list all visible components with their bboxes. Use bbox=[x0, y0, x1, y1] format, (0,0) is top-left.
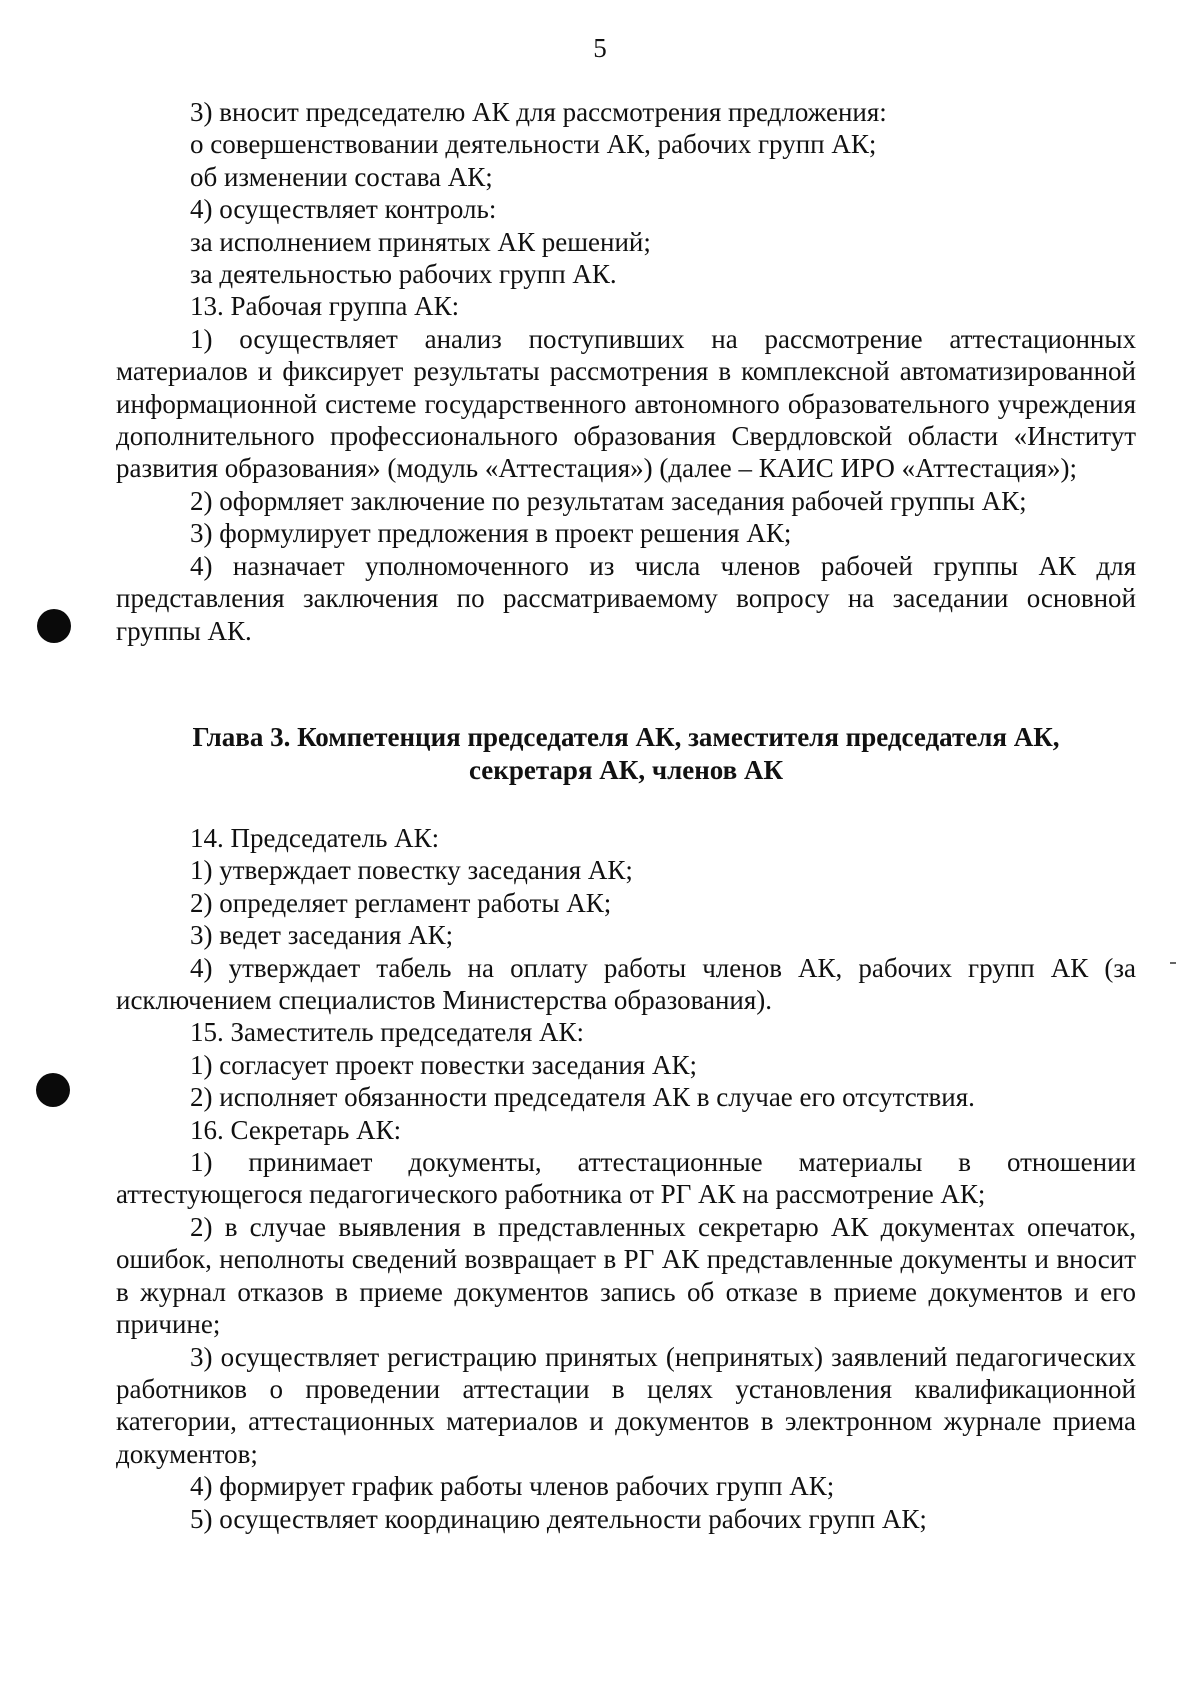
binder-hole-mark bbox=[36, 1073, 70, 1107]
paragraph: 3) вносит председателю АК для рассмотрения предложения: bbox=[190, 97, 887, 127]
scan-artifact-mark bbox=[1170, 962, 1176, 964]
paragraph: за деятельностью рабочих групп АК. bbox=[190, 259, 617, 290]
document-section-one bbox=[116, 96, 1136, 647]
document-section-two bbox=[116, 822, 1136, 1535]
paragraph: 1) утверждает повестку заседания АК; bbox=[190, 855, 633, 886]
paragraph: 14. Председатель АК: bbox=[190, 823, 440, 853]
paragraph: 15. Заместитель председателя АК: bbox=[190, 1017, 585, 1048]
paragraph: за исполнением принятых АК решений; bbox=[190, 226, 651, 257]
paragraph: 3) ведет заседания АК; bbox=[190, 920, 454, 951]
paragraph: о совершенствовании деятельности АК, рабочих групп АК; bbox=[190, 129, 877, 160]
paragraph: 3) формулирует предложения в проект решения АК; bbox=[190, 518, 792, 549]
paragraph: 1) согласует проект повестки заседания АК; bbox=[190, 1049, 697, 1080]
paragraph: 5) осуществляет координацию деятельности рабочих групп АК; bbox=[190, 1503, 927, 1534]
paragraph: об изменении состава АК; bbox=[190, 161, 493, 192]
page-number: 5 bbox=[593, 33, 607, 63]
paragraph: 16. Секретарь АК: bbox=[190, 1114, 402, 1145]
paragraph: 2) в случае выявления в представленных секретарю АК документах опечаток, ошибок, неполноты сведений возвращает в РГ АК представленные документы и вносит в журнал отказов в приеме документов запись об отказе в приеме документов и его причине; bbox=[116, 1211, 1136, 1340]
paragraph: 4) осуществляет контроль: bbox=[190, 194, 497, 225]
paragraph: 2) оформляет заключение по результатам заседания рабочей группы АК; bbox=[190, 485, 1027, 516]
paragraph: 4) утверждает табель на оплату работы членов АК, рабочих групп АК (за исключением специалистов Министерства образования). bbox=[116, 952, 1136, 1016]
paragraph: 1) осуществляет анализ поступивших на рассмотрение аттестационных материалов и фиксирует результаты рассмотрения в комплексной автоматизированной информационной системе государственного автономного образовательного учреждения дополнительного профессионального образования Свердловской области «Институт развития образования» (модуль «Аттестация») (далее – КАИС ИРО «Аттестация»); bbox=[116, 323, 1136, 484]
paragraph: 13. Рабочая группа АК: bbox=[190, 291, 460, 322]
paragraph: 3) осуществляет регистрацию принятых (непринятых) заявлений педагогических работников о проведении аттестации в целях установления квалификационной категории, аттестационных материалов и документов в электронном журнале приема документов; bbox=[116, 1341, 1136, 1469]
binder-hole-mark bbox=[37, 609, 71, 643]
paragraph: 1) принимает документы, аттестационные материалы в отношении аттестующегося педагогического работника от РГ АК на рассмотрение АК; bbox=[116, 1147, 1136, 1210]
paragraph: 4) назначает уполномоченного из числа членов рабочей группы АК для представления заключения по рассматриваемому вопросу на заседании основной группы АК. bbox=[116, 550, 1136, 646]
chapter-heading-line: Глава 3. Компетенция председателя АК, заместителя председателя АК, bbox=[192, 722, 1060, 752]
paragraph: 2) определяет регламент работы АК; bbox=[190, 887, 612, 918]
chapter-heading-line: секретаря АК, членов АК bbox=[468, 755, 784, 785]
paragraph: 4) формирует график работы членов рабочих групп АК; bbox=[190, 1471, 835, 1502]
paragraph: 2) исполняет обязанности председателя АК в случае его отсутствия. bbox=[190, 1082, 975, 1113]
chapter-heading bbox=[116, 721, 1136, 787]
